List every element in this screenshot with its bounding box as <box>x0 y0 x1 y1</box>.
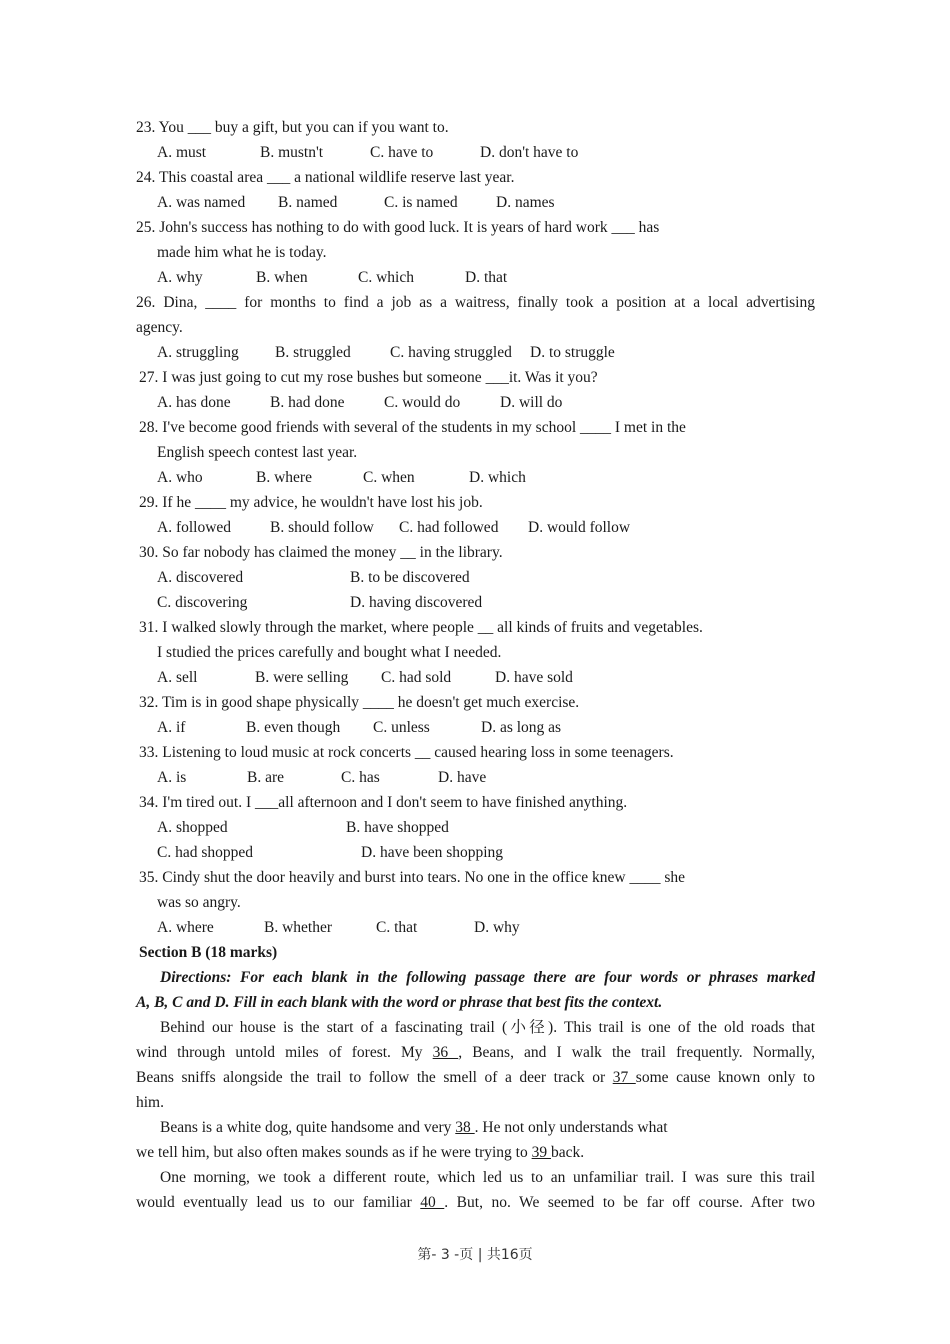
q33-option-a: A. is <box>157 769 187 786</box>
question-24-stem: 24. This coastal area ___ a national wildlife reserve last year. <box>136 169 515 186</box>
q24-option-b: B. named <box>278 194 338 211</box>
section-b-title: Section B (18 marks) <box>139 944 278 961</box>
q23-option-c: C. have to <box>370 144 434 161</box>
q32-option-a: A. if <box>157 719 186 736</box>
question-33-stem: 33. Listening to loud music at rock concerts __ caused hearing loss in some teenagers. <box>139 744 674 761</box>
q27-option-b: B. had done <box>270 394 345 411</box>
passage-text: Beans sniffs alongside the trail to follow the smell of a deer track or <box>136 1069 613 1086</box>
q27-option-a: A. has done <box>157 394 231 411</box>
passage-p1-line1: Behind our house is the start of a fascinating trail (小径). This trail is one of the old roads that <box>160 1019 815 1036</box>
q30-option-c: C. discovering <box>157 594 248 611</box>
q28-option-c: C. when <box>363 469 415 486</box>
question-35-stem-cont: was so angry. <box>157 894 241 911</box>
q33-option-c: C. has <box>341 769 380 786</box>
q31-option-b: B. were selling <box>255 669 349 686</box>
question-26-stem-cont: agency. <box>136 319 183 336</box>
passage-p2-line1 <box>160 1118 668 1138</box>
q27-option-d: D. will do <box>500 394 563 411</box>
q28-option-d: D. which <box>469 469 526 486</box>
section-b-directions-line2: A, B, C and D. Fill in each blank with the word or phrase that best fits the context. <box>136 994 663 1011</box>
q25-option-a: A. why <box>157 269 203 286</box>
question-25-stem-cont: made him what he is today. <box>157 244 327 261</box>
q29-option-a: A. followed <box>157 519 232 536</box>
passage-p3-line1: One morning, we took a different route, which led us to an unfamiliar trail. I was sure this trail <box>160 1169 815 1186</box>
q32-option-d: D. as long as <box>481 719 562 736</box>
question-25-stem: 25. John's success has nothing to do with good luck. It is years of hard work ___ has <box>136 219 660 236</box>
q33-option-d: D. have <box>438 769 487 786</box>
q24-option-a: A. was named <box>157 194 246 211</box>
question-23-stem: 23. You ___ buy a gift, but you can if you want to. <box>136 119 449 136</box>
question-32-stem: 32. Tim is in good shape physically ____ he doesn't get much exercise. <box>139 694 580 711</box>
passage-text: would eventually lead us to our familiar <box>136 1194 421 1211</box>
passage-text: back. <box>550 1144 585 1161</box>
blank-38: 38 <box>455 1119 475 1136</box>
passage-text: some cause known only to <box>635 1069 815 1086</box>
q31-option-c: C. had sold <box>381 669 452 686</box>
q26-option-b: B. struggled <box>275 344 351 361</box>
passage-p2-line2 <box>136 1143 584 1163</box>
passage-text: . But, no. We seemed to be far off course. After two <box>444 1194 816 1211</box>
q25-option-c: C. which <box>358 269 414 286</box>
passage-text: we tell him, but also often makes sounds as if he were trying to <box>136 1144 532 1161</box>
q23-option-d: D. don't have to <box>480 144 579 161</box>
section-b-directions-line1: Directions: For each blank in the following passage there are four words or phrases marked <box>160 969 815 986</box>
blank-40: 40 <box>420 1194 445 1211</box>
question-31-stem-cont: I studied the prices carefully and bought what I needed. <box>157 644 502 661</box>
q29-option-c: C. had followed <box>399 519 499 536</box>
q32-option-c: C. unless <box>373 719 430 736</box>
question-31-stem: 31. I walked slowly through the market, where people __ all kinds of fruits and vegetables. <box>139 619 703 636</box>
q35-option-b: B. whether <box>264 919 333 936</box>
q26-option-a: A. struggling <box>157 344 239 361</box>
question-29-stem: 29. If he ____ my advice, he wouldn't have lost his job. <box>139 494 483 511</box>
q23-option-b: B. mustn't <box>260 144 324 161</box>
q30-option-b: B. to be discovered <box>350 569 470 586</box>
passage-p1-line3 <box>136 1068 815 1088</box>
q26-option-c: C. having struggled <box>390 344 512 361</box>
q35-option-a: A. where <box>157 919 214 936</box>
q23-option-a: A. must <box>157 144 207 161</box>
q27-option-c: C. would do <box>384 394 461 411</box>
passage-p1-line2 <box>136 1043 815 1063</box>
q28-option-b: B. where <box>256 469 312 486</box>
passage-p1-line4: him. <box>136 1094 164 1111</box>
question-34-stem: 34. I'm tired out. I ___all afternoon and I don't seem to have finished anything. <box>139 794 628 811</box>
q29-option-b: B. should follow <box>270 519 374 536</box>
passage-text: , Beans, and I walk the trail frequently. Normally, <box>458 1044 815 1061</box>
question-30-stem: 30. So far nobody has claimed the money __ in the library. <box>139 544 503 561</box>
q26-option-d: D. to struggle <box>530 344 615 361</box>
q35-option-d: D. why <box>474 919 520 936</box>
q25-option-d: D. that <box>465 269 508 286</box>
q34-option-d: D. have been shopping <box>361 844 504 861</box>
passage-text: Beans is a white dog, quite handsome and very <box>160 1119 456 1136</box>
question-28-stem: 28. I've become good friends with several of the students in my school ____ I met in the <box>139 419 686 436</box>
passage-text: wind through untold miles of forest. My <box>136 1044 433 1061</box>
passage-p3-line2 <box>136 1193 815 1213</box>
q33-option-b: B. are <box>247 769 285 786</box>
blank-37: 37 <box>612 1069 636 1086</box>
q34-option-c: C. had shopped <box>157 844 254 861</box>
passage-text: . He not only understands what <box>474 1119 668 1136</box>
question-28-stem-cont: English speech contest last year. <box>157 444 358 461</box>
question-27-stem: 27. I was just going to cut my rose bushes but someone ___it. Was it you? <box>139 369 598 386</box>
question-26-stem: 26. Dina, ____ for months to find a job as a waitress, finally took a position at a local advertising <box>136 294 815 311</box>
q32-option-b: B. even though <box>246 719 341 736</box>
q30-option-a: A. discovered <box>157 569 244 586</box>
q31-option-d: D. have sold <box>495 669 573 686</box>
question-35-stem: 35. Cindy shut the door heavily and burst into tears. No one in the office knew ____ she <box>139 869 685 886</box>
page-footer: 第- 3 -页 | 共16页 <box>417 1247 533 1263</box>
q34-option-b: B. have shopped <box>346 819 449 836</box>
blank-36: 36 <box>432 1044 459 1061</box>
q28-option-a: A. who <box>157 469 203 486</box>
q29-option-d: D. would follow <box>528 519 631 536</box>
q31-option-a: A. sell <box>157 669 198 686</box>
q25-option-b: B. when <box>256 269 308 286</box>
q34-option-a: A. shopped <box>157 819 228 836</box>
q24-option-d: D. names <box>496 194 555 211</box>
q30-option-d: D. having discovered <box>350 594 483 611</box>
blank-39: 39 <box>531 1144 551 1161</box>
q35-option-c: C. that <box>376 919 418 936</box>
q24-option-c: C. is named <box>384 194 458 211</box>
